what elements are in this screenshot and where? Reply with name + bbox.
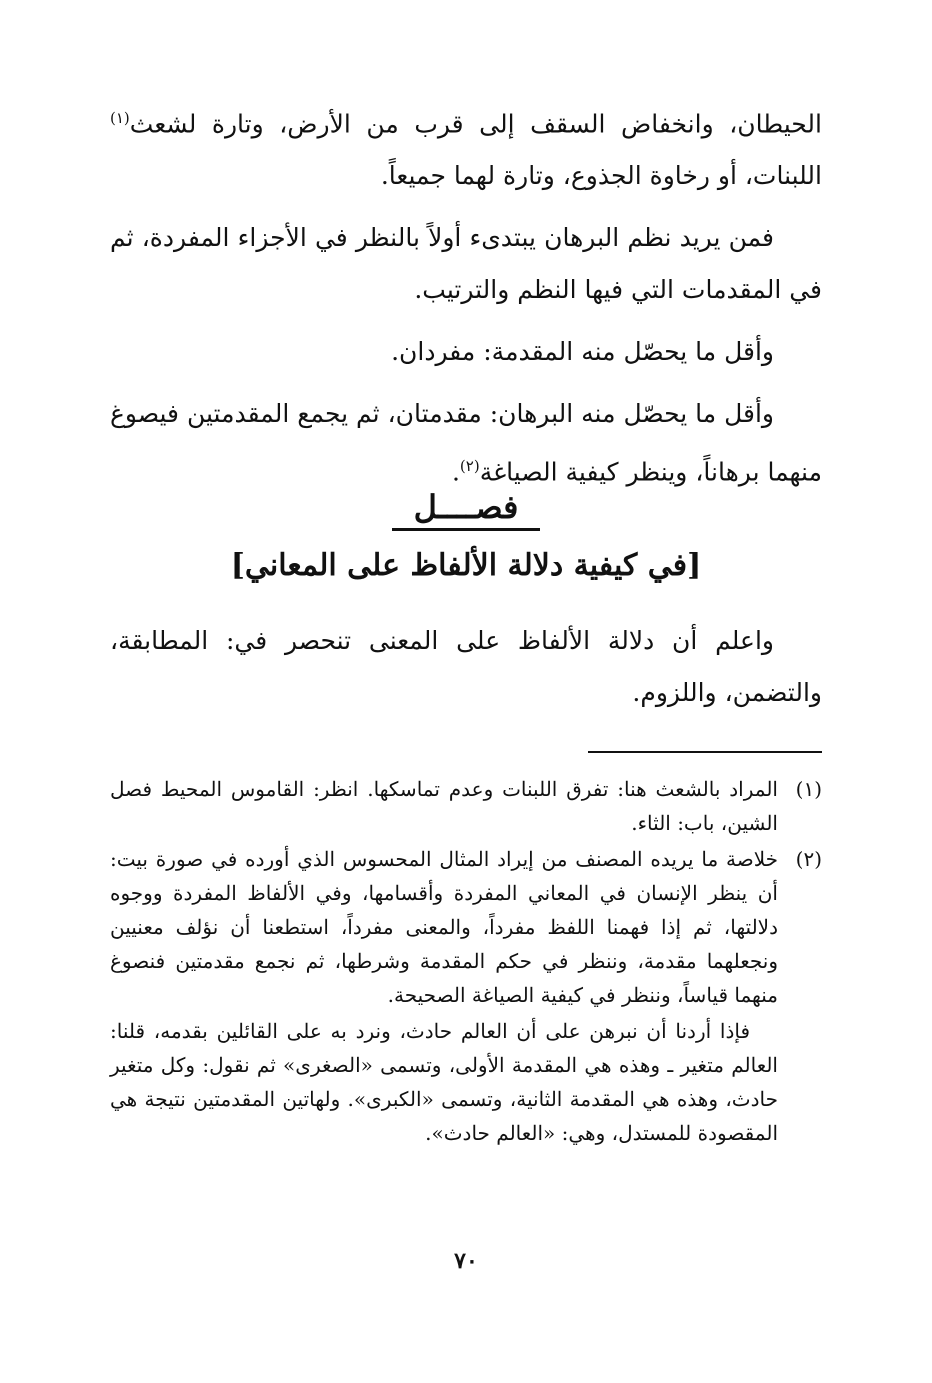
footnote-2	[110, 842, 822, 1012]
section-heading	[110, 488, 822, 526]
paragraph-1-end: اللبنات، أو رخاوة الجذوع، وتارة لهما جميعاً.	[380, 161, 822, 191]
footnote-1-number: (١)	[795, 777, 822, 801]
footnote-2-text: خلاصة ما يريده المصنف من إيراد المثال المحسوس الذي أورده في صورة بيت: أن ينظر الإنسان في المعاني المفردة وأقسامها، وفي الألفاظ المفردة ووجوه دلالتها، ثم إذا فهمنا اللفظ مفرداً، والمعنى مفرداً، استطعنا أن نؤلف معنيين ونجعلهما مقدمة، وننظر في حكم المقدمة وشرطها، ثم نجمع مقدمتين فنصوغ منهما قياساً، وننظر في كيفية الصياغة الصحيحة.	[110, 847, 778, 1007]
paragraph-1	[110, 92, 822, 202]
paragraph-2: فمن يريد نظم البرهان يبتدىء أولاً بالنظر في الأجزاء المفردة، ثم في المقدمات التي فيها النظم والترتيب.	[110, 223, 822, 305]
paragraph-4-text: وأقل ما يحصّل منه البرهان: مقدمتان، ثم يجمع المقدمتين فيصوغ منهما برهاناً، وينظر كيفية الصياغة	[110, 399, 822, 487]
page-number: ٧٠	[454, 1248, 478, 1274]
paragraph-1-text: الحيطان، وانخفاض السقف إلى قرب من الأرض، وتارة لشعث	[129, 109, 822, 139]
footnote-ref-2: (٢)	[459, 457, 480, 476]
footnote-1	[110, 772, 822, 840]
paragraph-4	[110, 388, 822, 498]
footnotes	[110, 772, 822, 1150]
footnote-2-number: (٢)	[795, 847, 822, 871]
section-subtitle: [في كيفية دلالة الألفاظ على المعاني]	[230, 548, 702, 583]
footnote-divider	[588, 751, 822, 753]
paragraph-3: وأقل ما يحصّل منه المقدمة: مفردان.	[391, 337, 774, 367]
footnote-2-continuation: فإذا أردنا أن نبرهن على أن العالم حادث، ونرد به على القائلين بقدمه، قلنا: العالم متغير ـ وهذه هي المقدمة الأولى، وتسمى «الصغرى» ثم نقول: وكل متغير حادث، وهذه هي المقدمة الثانية، وتسمى «الكبرى». ولهاتين المقدمتين نتيجة هي المقصودة للمستدل، وهي: «العالم حادث».	[110, 1019, 778, 1145]
section-paragraph: واعلم أن دلالة الألفاظ على المعنى تنحصر في: المطابقة، والتضمن، واللزوم.	[110, 626, 822, 707]
footnote-ref-1: (١)	[110, 109, 130, 127]
paragraph-4-end: .	[451, 457, 460, 487]
footnote-1-text: المراد بالشعث هنا: تفرق اللبنات وعدم تماسكها. انظر: القاموس المحيط فصل الشين، باب: الثاء.	[110, 777, 778, 835]
section-word: فصــــل	[392, 488, 541, 531]
main-text	[110, 92, 822, 509]
